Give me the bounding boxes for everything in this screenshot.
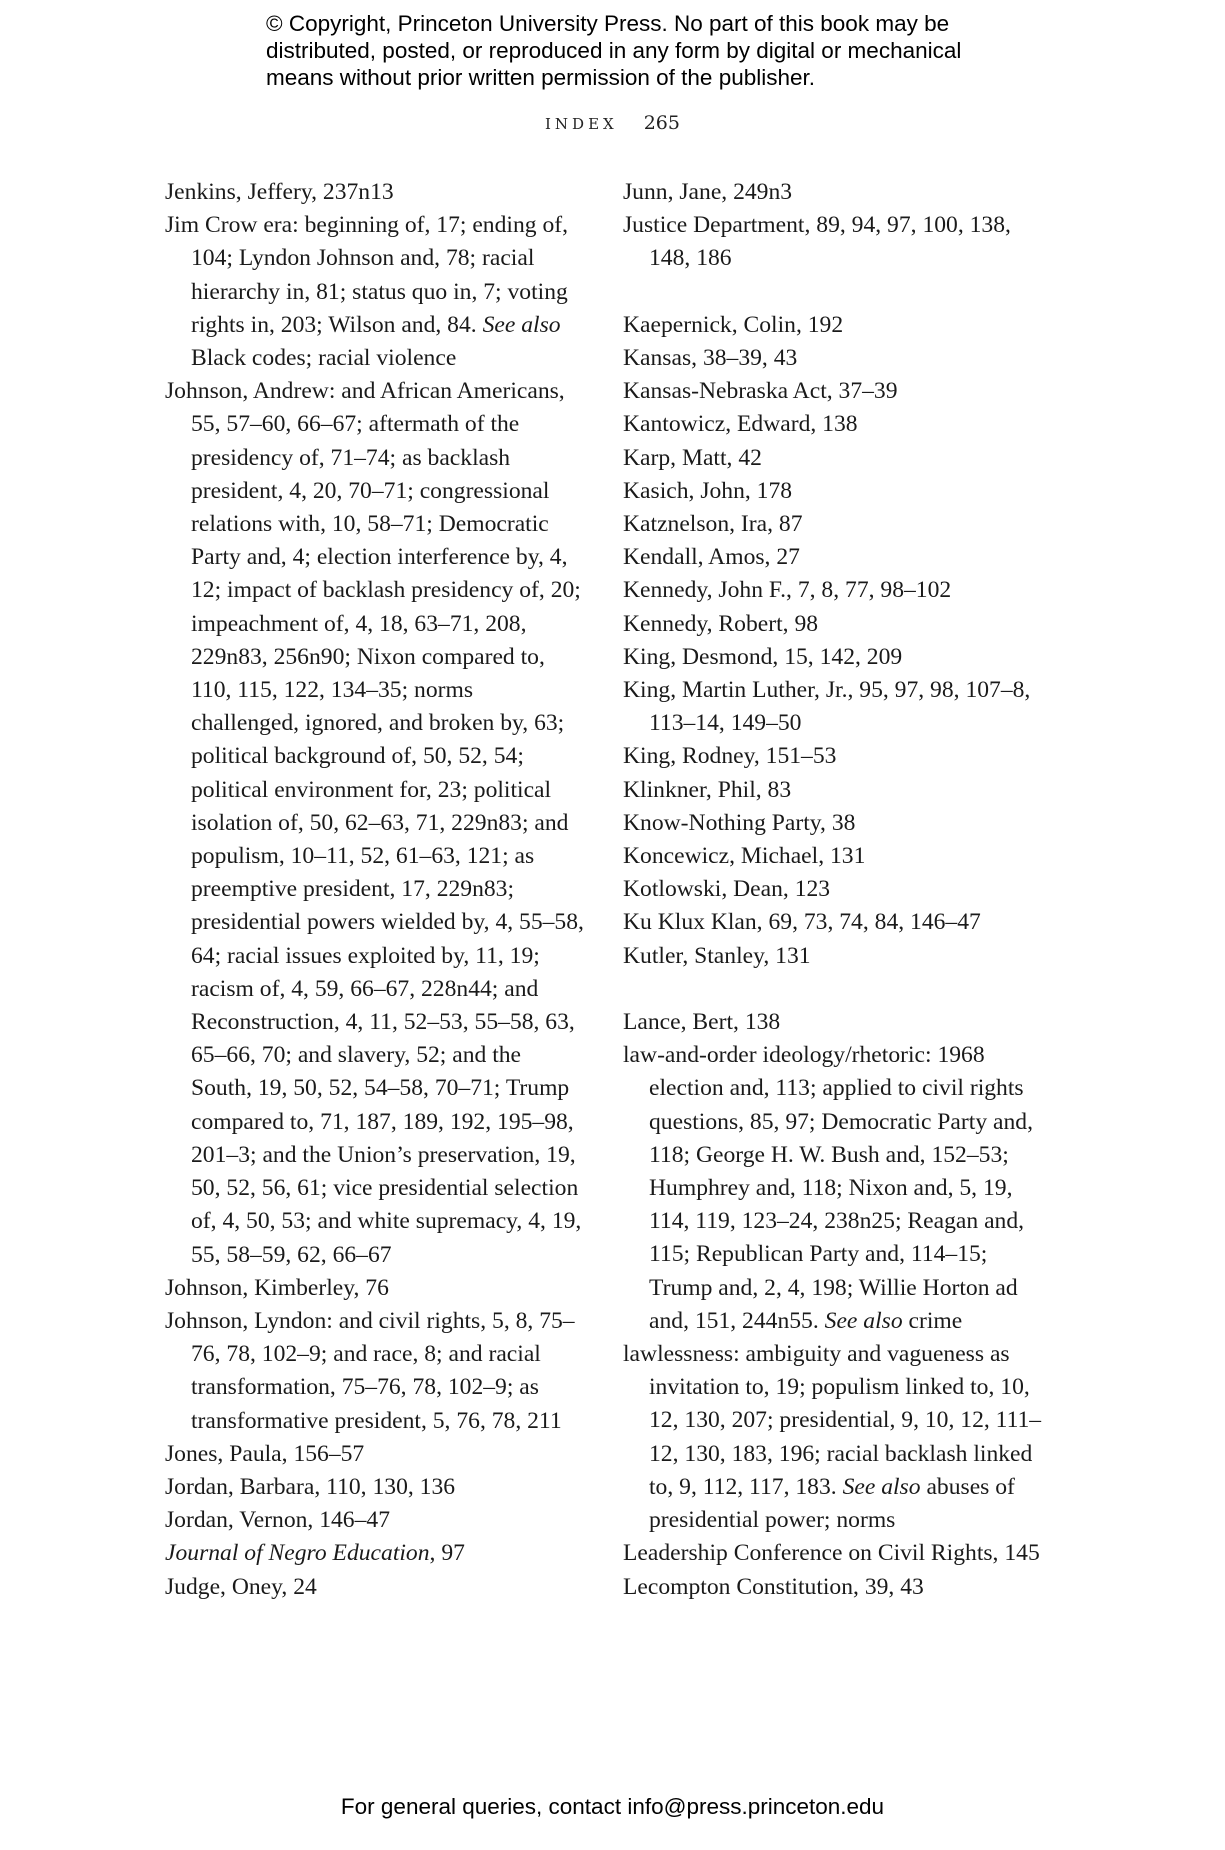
index-entry: Kendall, Amos, 27	[623, 544, 800, 571]
index-entry: Jones, Paula, 156–57	[165, 1440, 365, 1467]
see-also-target: Black codes; racial violence	[191, 345, 457, 372]
copyright-notice	[266, 10, 1026, 91]
index-entry: King, Martin Luther, Jr., 95, 97, 98, 107–8, 113–14, 149–50	[623, 677, 1031, 737]
index-entry: King, Desmond, 15, 142, 209	[623, 643, 903, 670]
index-entry: Leadership Conference on Civil Rights, 145	[623, 1540, 1040, 1567]
index-entry	[165, 1537, 585, 1570]
publication-title: Journal of Negro Education	[165, 1540, 430, 1567]
index-entry: Jordan, Vernon, 146–47	[165, 1507, 390, 1534]
see-also-label: See also	[482, 311, 561, 338]
index-entry: Justice Department, 89, 94, 97, 100, 138, 148, 186	[623, 212, 1011, 272]
index-entry: Koncewicz, Michael, 131	[623, 843, 866, 870]
index-entry: King, Rodney, 151–53	[623, 743, 837, 770]
entry-text: lawlessness: ambiguity and vagueness as invitation to, 19; populism linked to, 10, 12, 130, 207; presidential, 9, 10, 12, 111–12, 130, 183, 196; racial backlash linked to, 9, 112, 117, 183.	[623, 1341, 1042, 1500]
entry-text: Jim Crow era: beginning of, 17; ending of, 104; Lyndon Johnson and, 78; racial hierarchy in, 81; status quo in, 7; voting rights in, 203; Wilson and, 84.	[165, 212, 568, 338]
index-entry: Klinkner, Phil, 83	[623, 776, 792, 803]
see-also-target: abuses of presidential power; norms	[649, 1473, 1015, 1534]
page-number: 265	[643, 112, 680, 134]
index-entry: Johnson, Andrew: and African Americans, 55, 57–60, 66–67; aftermath of the presidency of, 71–74; as backlash president, 4, 20, 70–71; congressional relations with, 10, 58–71; Democratic Party and, 4; election interference by, 4, 12; impact of backlash presidency of, 20; impeachment of, 4, 18, 63–71, 208, 229n83, 256n90; Nixon compared to, 110, 115, 122, 134–35; norms challenged, ignored, and broken by, 63; political background of, 50, 52, 54; political environment for, 23; political isolation of, 50, 62–63, 71, 229n83; and populism, 10–11, 52, 61–63, 121; as preemptive president, 17, 229n83; presidential powers wielded by, 4, 55–58, 64; racial issues exploited by, 11, 19; racism of, 4, 59, 66–67, 228n44; and Reconstruction, 4, 11, 52–53, 55–58, 63, 65–66, 70; and slavery, 52; and the South, 19, 50, 52, 54–58, 70–71; Trump compared to, 71, 187, 189, 192, 195–98, 201–3; and the Union’s preservation, 19, 50, 52, 56, 61; vice presidential selection of, 4, 50, 53; and white supremacy, 4, 19, 55, 58–59, 62, 66–67	[165, 378, 584, 1268]
index-entry: Johnson, Kimberley, 76	[165, 1274, 389, 1301]
section-gap	[623, 276, 1043, 309]
entry-text: law-and-order ideology/rhetoric: 1968 election and, 113; applied to civil rights questions, 85, 97; Democratic Party and, 118; George H. W. Bush and, 152–53; Humphrey and, 118; Nixon and, 5, 19, 114, 119, 123–24, 238n25; Reagan and, 115; Republican Party and, 114–15; Trump and, 2, 4, 198; Willie Horton ad and, 151, 244n55.	[623, 1042, 1033, 1334]
copyright-line: distributed, posted, or reproduced in any form by digital or mechanical	[266, 38, 962, 63]
index-entry	[623, 1039, 1043, 1338]
index-entry: Jordan, Barbara, 110, 130, 136	[165, 1473, 456, 1500]
see-also-label: See also	[824, 1307, 903, 1334]
index-entry: Kansas-Nebraska Act, 37–39	[623, 378, 898, 405]
index-entry: Lance, Bert, 138	[623, 1009, 781, 1036]
copyright-line: © Copyright, Princeton University Press. No part of this book may be	[266, 11, 950, 36]
index-entry: Karp, Matt, 42	[623, 444, 762, 471]
index-entry: Kaepernick, Colin, 192	[623, 311, 844, 338]
index-entry: Ku Klux Klan, 69, 73, 74, 84, 146–47	[623, 909, 981, 936]
footer-contact: For general queries, contact info@press.princeton.edu	[340, 1794, 885, 1819]
copyright-line: means without prior written permission of the publisher.	[266, 65, 816, 90]
index-entry: Kutler, Stanley, 131	[623, 942, 811, 969]
index-entry: Kansas, 38–39, 43	[623, 345, 798, 371]
index-entry: Kotlowski, Dean, 123	[623, 876, 831, 903]
index-entry: Katznelson, Ira, 87	[623, 511, 803, 538]
index-entry: Kasich, John, 178	[623, 477, 793, 504]
index-entry: Johnson, Lyndon: and civil rights, 5, 8, 75–76, 78, 102–9; and race, 8; and racial transformation, 75–76, 78, 102–9; as transformative president, 5, 76, 78, 211	[165, 1307, 575, 1434]
entry-pages: , 97	[429, 1540, 465, 1567]
index-entry: Kennedy, Robert, 98	[623, 610, 819, 637]
running-head-label: INDEX	[545, 115, 618, 133]
index-entry: Kennedy, John F., 7, 8, 77, 98–102	[623, 577, 952, 604]
index-column-left	[165, 176, 585, 1604]
index-entry: Know-Nothing Party, 38	[623, 809, 856, 836]
index-entry: Judge, Oney, 24	[165, 1573, 317, 1600]
index-entry	[165, 209, 585, 375]
see-also-target: crime	[908, 1307, 963, 1334]
index-column-right	[623, 176, 1043, 1604]
index-entry: Kantowicz, Edward, 138	[623, 411, 858, 438]
see-also-label: See also	[842, 1473, 921, 1500]
index-entry: Lecompton Constitution, 39, 43	[623, 1573, 924, 1600]
index-entry: Junn, Jane, 249n3	[623, 179, 793, 205]
running-head	[0, 112, 1225, 134]
index-entry: Jenkins, Jeffery, 237n13	[165, 179, 394, 205]
section-gap	[623, 973, 1043, 1006]
index-entry	[623, 1338, 1043, 1537]
